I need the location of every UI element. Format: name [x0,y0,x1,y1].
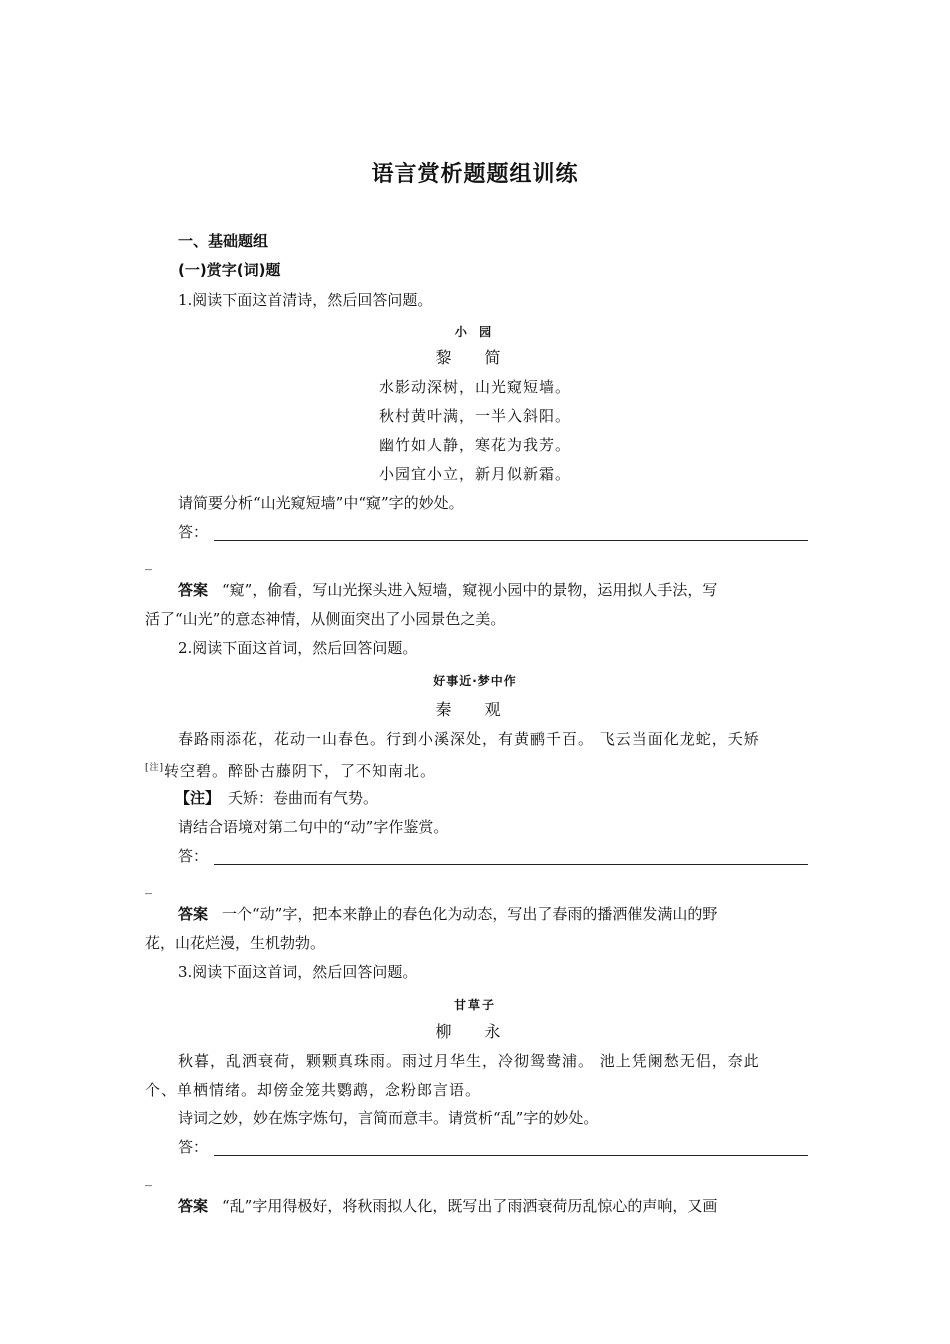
q3-poem-line: 秋暮，乱洒衰荷，颗颗真珠雨。雨过月华生，冷彻鸳鸯浦。 池上凭阑愁无侣，奈此 [178,1052,760,1070]
page-title: 语言赏析题题组训练 [371,162,579,187]
q1-poem-line: 水影动深树，山光窥短墙。 [378,378,571,396]
note-text: 夭矫：卷曲而有气势。 [228,789,379,807]
q3-answer-field[interactable] [178,1137,808,1157]
answer-key-text: 活了“山光”的意态神情，从侧面突出了小园景色之美。 [145,610,506,628]
q3-poem-line: 个、单栖情绪。却傍金笼共鹦鹉，念粉郎言语。 [145,1081,482,1099]
answer-label: 答： [178,847,209,865]
q1-poem-line: 小园宜小立，新月似新霜。 [378,465,571,483]
q2-poem-line-text: 转空碧。醉卧古藤阴下，了不知南北。 [164,762,437,780]
q1-poem-title: 小 园 [454,325,496,339]
answer-label: 答： [178,523,209,541]
answer-key-text: “乱”字用得极好，将秋雨拟人化，既写出了雨洒衰荷历乱惊心的声响，又画 [222,1197,718,1215]
q2-prompt: 2.阅读下面这首词，然后回答问题。 [178,639,418,657]
q1-answer-field[interactable] [178,522,808,542]
answer-key-label: 答案 [178,905,209,923]
q2-poem-title: 好事近·梦中作 [433,674,517,688]
q3-question: 诗词之妙，妙在炼字炼句，言简而意丰。请赏析“乱”字的妙处。 [178,1109,599,1127]
answer-blank-line [214,864,808,865]
answer-dash: _ [145,879,152,895]
q2-question: 请结合语境对第二句中的“动”字作鉴赏。 [178,818,449,836]
note-label: 【注】 [175,789,221,807]
q1-poem-line: 秋村黄叶满，一半入斜阳。 [378,407,571,425]
answer-dash: _ [145,555,152,571]
q3-answer-key [178,1196,717,1216]
q1-question: 请简要分析“山光窥短墙”中“窥”字的妙处。 [178,494,464,512]
answer-blank-line [214,540,808,541]
q3-prompt: 3.阅读下面这首词，然后回答问题。 [178,963,418,981]
subsection-heading: (一)赏字(词)题 [178,261,281,279]
answer-blank-line [214,1155,808,1156]
q2-poem-author: 秦 观 [435,700,515,719]
q2-answer-field[interactable] [178,846,808,866]
section-heading: 一、基础题组 [178,232,269,250]
answer-key-text: 花，山花烂漫，生机勃勃。 [145,934,326,952]
answer-key-text: 一个“动”字，把本来静止的春色化为动态，写出了春雨的播洒催发满山的野 [222,905,718,923]
q1-poem-line: 幽竹如人静，寒花为我芳。 [378,436,571,454]
q1-answer-key [178,580,717,600]
q2-answer-key [178,904,717,924]
q3-poem-title: 甘草子 [453,998,496,1012]
q2-poem-line [145,758,436,781]
note-marker: [注] [145,763,165,773]
answer-key-text: “窥”，偷看，写山光探头进入短墙，窥视小园中的景物，运用拟人手法，写 [222,581,718,599]
q2-poem-line: 春路雨添花，花动一山春色。行到小溪深处，有黄鹂千百。 飞云当面化龙蛇，夭矫 [178,730,760,748]
q3-poem-author: 柳 永 [435,1022,515,1041]
answer-key-label: 答案 [178,1197,209,1215]
answer-label: 答： [178,1138,209,1156]
answer-key-label: 答案 [178,581,209,599]
q2-note [175,788,378,808]
q1-prompt: 1.阅读下面这首清诗，然后回答问题。 [178,291,433,309]
q1-poem-author: 黎 简 [435,348,515,367]
answer-dash: _ [145,1171,152,1187]
